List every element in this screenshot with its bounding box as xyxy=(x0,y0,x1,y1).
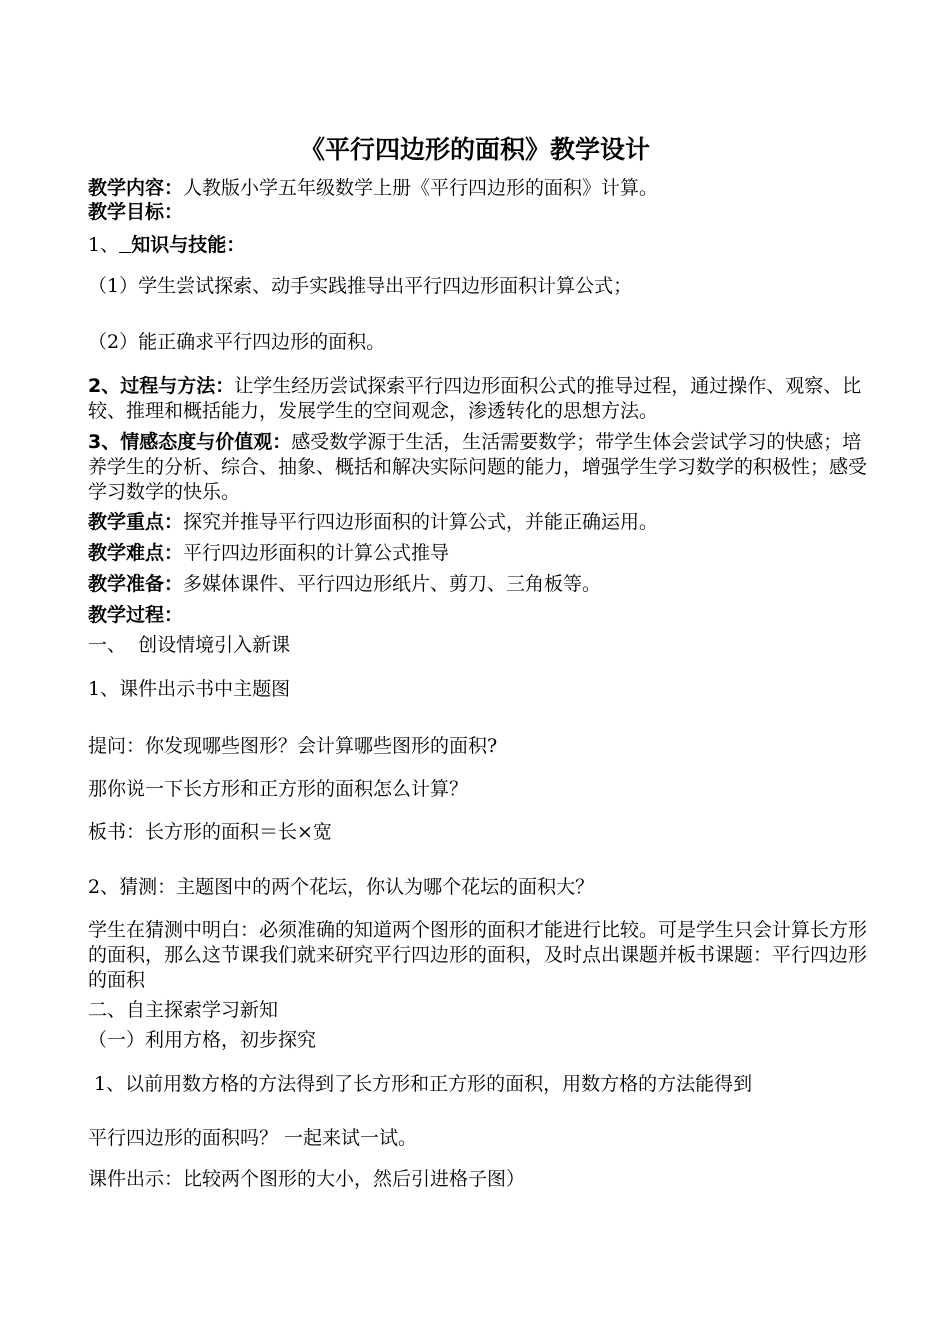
difficulty-text: 平行四边形面积的计算公式推导 xyxy=(183,542,450,564)
goal-3 xyxy=(88,430,880,505)
goal-2 xyxy=(88,374,880,424)
key-point xyxy=(88,510,880,535)
teaching-content-text: 人教版小学五年级数学上册《平行四边形的面积》计算。 xyxy=(183,177,659,199)
section-1-heading: 一、 创设情境引入新课 xyxy=(88,634,291,656)
section-2-sub-1: （一）利用方格，初步探究 xyxy=(88,1029,317,1051)
section-2-heading: 二、自主探索学习新知 xyxy=(88,999,279,1021)
goal-1-label: 知识与技能： xyxy=(131,234,246,256)
teaching-process xyxy=(88,603,880,628)
teaching-content xyxy=(88,176,880,201)
section-1-step-2: 2、猜测：主题图中的两个花坛，你认为哪个花坛的面积大？ xyxy=(88,876,595,898)
teaching-goals xyxy=(88,200,880,225)
goal-2-label: 2、过程与方法： xyxy=(88,375,235,397)
preparation-text: 多媒体课件、平行四边形纸片、剪刀、三角板等。 xyxy=(183,573,602,595)
section-1-explain: 学生在猜测中明白：必须准确的知道两个图形的面积才能进行比较。可是学生只会计算长方形的面积，那么这节课我们就来研究平行四边形的面积，及时点出课题并板书课题：平行四边形的面积 xyxy=(88,919,868,991)
difficulty-label: 教学难点： xyxy=(88,542,184,564)
goal-2-text: 让学生经历尝试探索平行四边形面积公式的推导过程，通过操作、观察、比较、推理和概括能力，发展学生的空间观念，渗透转化的思想方法。 xyxy=(88,375,862,422)
goal-1-number: 1、 xyxy=(88,234,120,256)
section-2-step-1b: 平行四边形的面积吗？ 一起来试一试。 xyxy=(88,1127,418,1149)
goal-1-item-1: （1）学生尝试探索、动手实践推导出平行四边形面积计算公式； xyxy=(88,275,633,297)
section-1-board: 板书：长方形的面积＝长×宽 xyxy=(88,821,332,843)
section-2-step-1a: 1、以前用数方格的方法得到了长方形和正方形的面积，用数方格的方法能得到 xyxy=(88,1073,753,1095)
preparation-label: 教学准备： xyxy=(88,573,184,595)
section-1-ask: 那你说一下长方形和正方形的面积怎么计算？ xyxy=(88,778,469,800)
preparation xyxy=(88,572,880,597)
goal-3-text: 感受数学源于生活，生活需要数学；带学生体会尝试学习的快感；培养学生的分析、综合、抽象、概括和解决实际问题的能力，增强学生学习数学的积极性；感受学习数学的快乐。 xyxy=(88,431,868,503)
section-1-question: 提问：你发现哪些图形？会计算哪些图形的面积? xyxy=(88,735,498,757)
section-1-step-1: 1、课件出示书中主题图 xyxy=(88,678,291,700)
key-point-label: 教学重点： xyxy=(88,511,184,533)
goal-1-item-2: （2）能正确求平行四边形的面积。 xyxy=(88,331,386,353)
document-title: 《平行四边形的面积》教学设计 xyxy=(299,135,650,164)
teaching-content-label: 教学内容： xyxy=(88,177,184,199)
teaching-process-label: 教学过程： xyxy=(88,604,184,626)
goal-1-gap xyxy=(119,234,131,256)
difficulty xyxy=(88,541,880,566)
teaching-goals-label: 教学目标： xyxy=(88,201,184,223)
goal-3-label: 3、情感态度与价值观： xyxy=(88,431,292,453)
section-2-courseware: 课件出示：比较两个图形的大小，然后引进格子图） xyxy=(88,1168,526,1190)
goal-1-heading xyxy=(88,233,880,258)
key-point-text: 探究并推导平行四边形面积的计算公式，并能正确运用。 xyxy=(183,511,659,533)
